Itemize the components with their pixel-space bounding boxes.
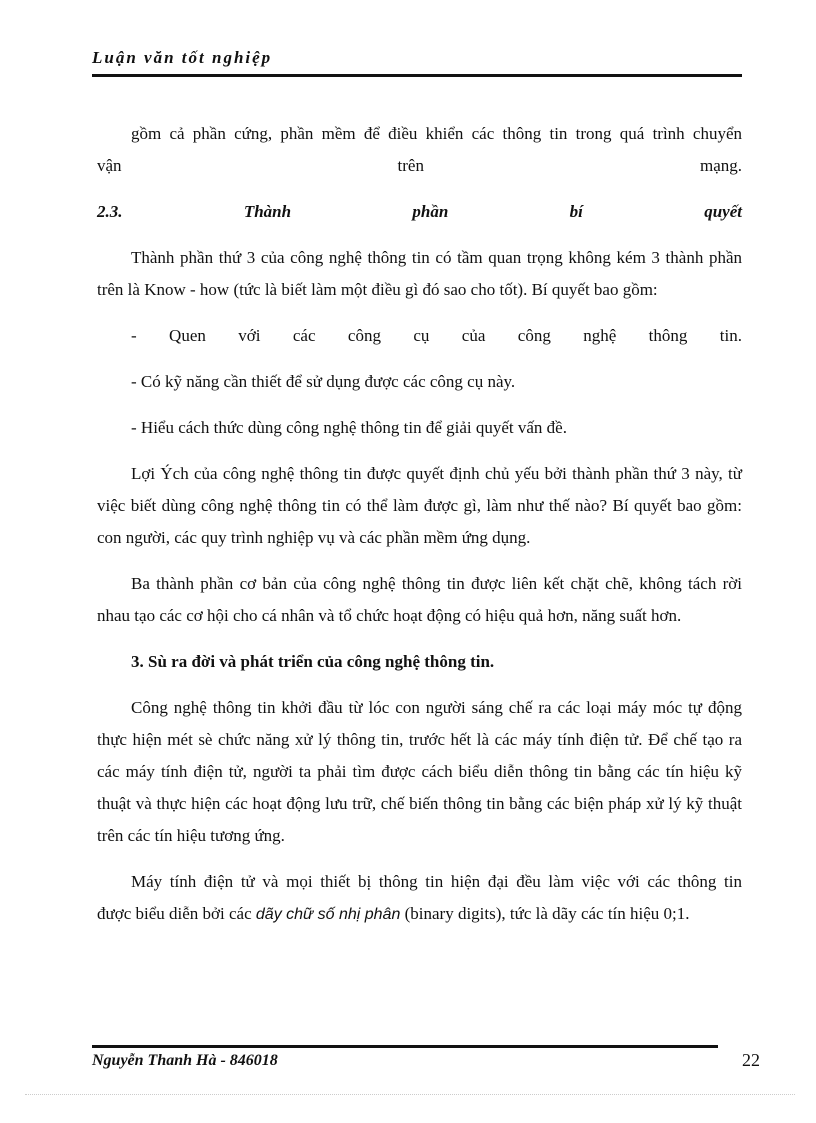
section-heading-2-3: 2.3. Thành phần bí quyết [97, 202, 742, 221]
paragraph-line [97, 898, 742, 931]
paragraph: Lợi Ých của công nghệ thông tin được quyết định chủ yếu bởi thành phần thứ 3 này, từ việc biết dùng công nghệ thông tin có thể làm được gì, làm như thế nào? Bí quyết bao gồm: con người, các quy trình nghiệp vụ và các phần mềm ứng dụng. [97, 464, 742, 547]
page-body [97, 118, 742, 931]
page-number: 22 [742, 1050, 760, 1070]
emphasis-text: dãy chữ số nhị phân [255, 906, 401, 923]
running-header: Luận văn tốt nghiệp [92, 48, 273, 67]
text-run: (binary digits), tức là dãy các tín hiệu 0;1. [400, 904, 690, 923]
paragraph-line: vận trên mạng. [97, 156, 742, 175]
bullet-item: - Hiểu cách thức dùng công nghệ thông tin để giải quyết vấn đề. [131, 418, 567, 437]
paragraph-line: gồm cả phần cứng, phần mềm để điều khiển các thông tin trong quá trình chuyển [131, 124, 742, 143]
page-edge-divider [25, 1094, 795, 1095]
text-run: được biểu diễn bởi các [97, 904, 256, 923]
paragraph: Ba thành phần cơ bản của công nghệ thông tin được liên kết chặt chẽ, không tách rời nhau tạo các cơ hội cho cá nhân và tổ chức hoạt động có hiệu quả hơn, năng suất hơn. [97, 574, 742, 625]
footer-author: Nguyễn Thanh Hà - 846018 [92, 1052, 278, 1069]
header-rule [92, 74, 742, 77]
bullet-item: - Quen với các công cụ của công nghệ thông tin. [131, 326, 742, 345]
paragraph: Thành phần thứ 3 của công nghệ thông tin có tầm quan trọng không kém 3 thành phần trên là Know - how (tức là biết làm một điều gì đó sao cho tốt). Bí quyết bao gồm: [97, 248, 742, 299]
section-heading-3: 3. Sù ra đời và phát triển của công nghệ thông tin. [131, 652, 495, 671]
footer-rule [92, 1045, 718, 1048]
paragraph-line: Máy tính điện tử và mọi thiết bị thông tin hiện đại đều làm việc với các thông tin [131, 872, 742, 891]
bullet-item: - Có kỹ năng cần thiết để sử dụng được các công cụ này. [131, 372, 516, 391]
paragraph: Công nghệ thông tin khởi đầu từ lóc con người sáng chế ra các loại máy móc tự động thực hiện mét sè chức năng xử lý thông tin, trước hết là các máy tính điện tử. Để chế tạo ra các máy tính điện tử, người ta phải tìm được cách biểu diễn thông tin bằng các tín hiệu kỹ thuật và thực hiện các hoạt động lưu trữ, chế biến thông tin bằng các biện pháp xử lý kỹ thuật trên các tín hiệu tương ứng. [97, 698, 742, 845]
